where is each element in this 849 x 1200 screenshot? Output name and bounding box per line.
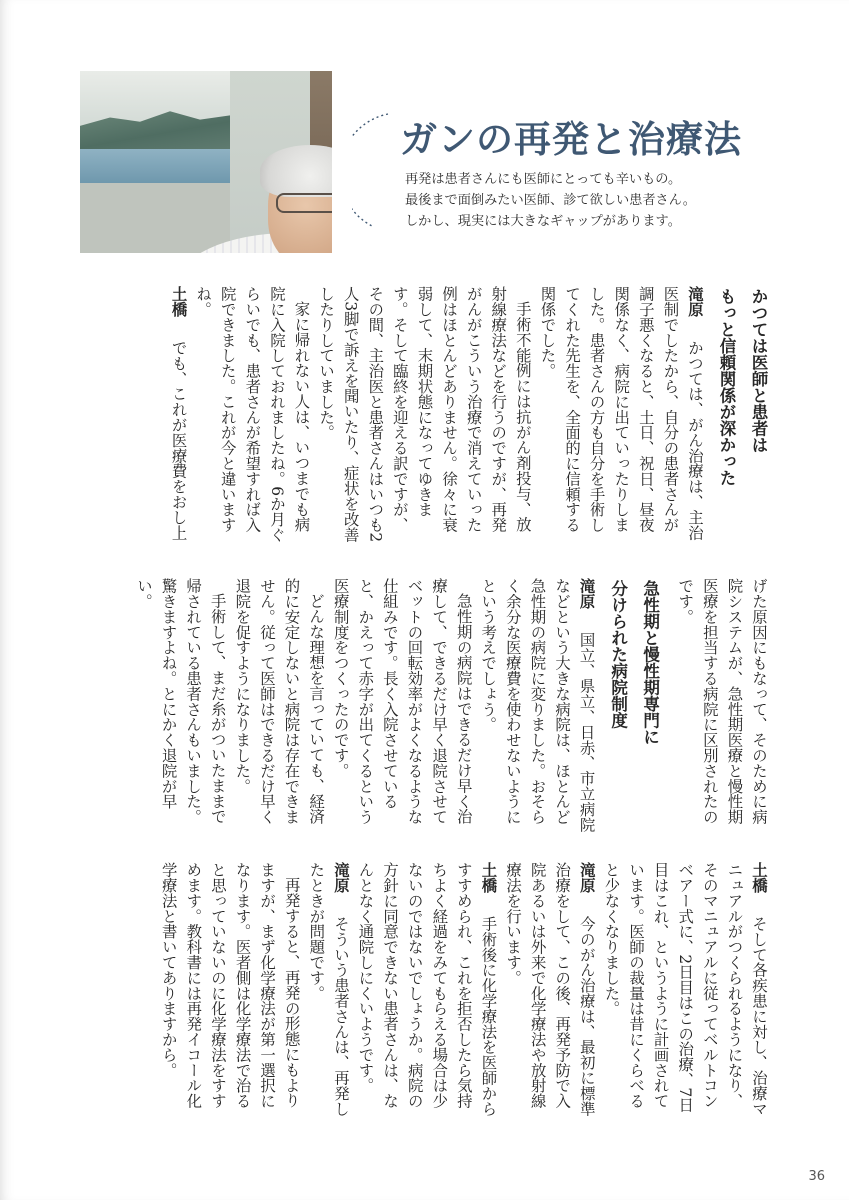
speech-text: そういう患者さんは、再発したときが問題です。 xyxy=(307,862,350,1117)
body-paragraph: 家に帰れない人は、いつまでも病院に入院しておれましたね。6か月ぐらいでも、患者さんが希望すれば入院できました。これが今と違いますね。 xyxy=(194,286,311,543)
body-paragraph: 急性期の病院はできるだけ早く治療して、できるだけ早く退院させてベットの回転効率がよくなるような仕組みです。長く入院させていると、かえって赤字が出てくるという医療制度をつくったのです。 xyxy=(331,578,473,825)
article-title: ガンの再発と治療法 xyxy=(400,118,742,161)
section-heading: かつては医師と患者は xyxy=(749,288,768,453)
speech-paragraph xyxy=(476,578,599,833)
speaker-name: 滝原 xyxy=(577,862,596,893)
text-tier-1 xyxy=(166,286,771,546)
lead-line: しかし、現実には大きなギャップがあります。 xyxy=(405,214,681,229)
speech-paragraph xyxy=(353,862,501,1122)
speech-text: そして各疾患に対し、治療マニュアルがつくられるようになり、そのマニュアルに従ってベルトコンベアー式に、2日目はこの治療、7日目はこれ、というように計画されています。医師の裁量は昔にくらべると少なくなりました。 xyxy=(602,862,768,1117)
speech-paragraph xyxy=(599,862,771,1122)
title-arc-decoration xyxy=(352,110,392,230)
speaker-name: 滝原 xyxy=(331,862,350,893)
speech-text: 手術後に化学療法を医師からすすめられ、これを拒否したら気持ちよく経過をみてもらえる場合は少ないのではないでしょうか。病院の方針に同意できない患者さんは、なんとなく通院しにくいようです。 xyxy=(356,862,498,1117)
photo-glasses xyxy=(276,193,332,213)
photo-hair xyxy=(260,145,332,197)
speech-text: 国立、県立、日赤、市立病院などという大きな病院は、ほとんど急性期の病院に変りました。おそらく余分な医療費を使わせないようにという考えでしょう。 xyxy=(479,578,596,833)
photo-water xyxy=(80,149,230,183)
speaker-name: 土橋 xyxy=(479,862,498,893)
continued-paragraph: げた原因にもなって、そのために病院システムが、急性期医療と慢性期医療を担当する病院に区別されたのです。 xyxy=(676,578,768,825)
portrait-photo xyxy=(80,71,332,253)
speech-paragraph xyxy=(535,286,707,546)
lead-line: 最後まで面倒みたい医師、診て欲しい患者さん。 xyxy=(405,193,696,208)
body-paragraph: 手術不能例には抗がん剤投与、放射線療法などを行うのですが、再発がんがこういう治療で消えていった例はほとんどありません。徐々に衰弱して、末期状態になってゆきます。そして臨終を迎える訳ですが、その間、主治医と患者さんはいつも2人3脚で訴えを聞いたり、症状を改善したりしていました。 xyxy=(317,286,532,543)
section-heading: 分けられた病院制度 xyxy=(608,580,628,729)
speech-paragraph xyxy=(500,862,598,1122)
body-paragraph: どんな理想を言っていても、経済的に安定しないと病院は存在できません。従って医師はできるだけ早く退院を促すようになりました。 xyxy=(233,578,326,825)
section-heading: もっと信頼関係が深かった xyxy=(717,288,736,486)
text-tier-2 xyxy=(131,578,771,833)
speech-text: でも、これが医療費をおし上 xyxy=(169,339,188,541)
lead-line: 再発は患者さんにも医師にとっても辛いもの。 xyxy=(405,172,682,187)
speaker-name: 滝原 xyxy=(686,286,704,317)
speech-paragraph xyxy=(166,286,191,546)
speech-text: 今のがん治療は、最初に標準治療をして、この後、再発予防で入院あるいは外来で化学療法や放射線療法を行います。 xyxy=(504,862,596,1117)
page-number: 36 xyxy=(808,1169,825,1184)
text-tier-3 xyxy=(156,862,771,1122)
speaker-name: 土橋 xyxy=(169,286,188,317)
speech-paragraph xyxy=(304,862,353,1122)
speech-text: かつては、がん治療は、主治医制でしたから、自分の患者さんが調子悪くなると、土日、祝日、昼夜関係なく、病院に出ていったりしました。患者さんの方も自分を手術してくれた先生を、全面的に信頼する関係でした。 xyxy=(538,286,704,541)
body-paragraph: 手術して、まだ糸がついたままで帰されている患者さんもいました。驚きますよね。とにかく退院が早い。 xyxy=(134,578,227,825)
speaker-name: 滝原 xyxy=(577,578,596,609)
article-lead xyxy=(405,169,785,232)
photo-picture-frame xyxy=(80,183,230,253)
section-heading: 急性期と慢性期専門に xyxy=(640,580,660,745)
speaker-name: 土橋 xyxy=(750,862,768,893)
body-paragraph: 再発すると、再発の形態にもよりますが、まず化学療法が第一選択になります。医者側は化学療法で治ると思っていないのに化学療法をすすめます。教科書には再発イコール化学療法と書いてありますから。 xyxy=(159,862,301,1109)
